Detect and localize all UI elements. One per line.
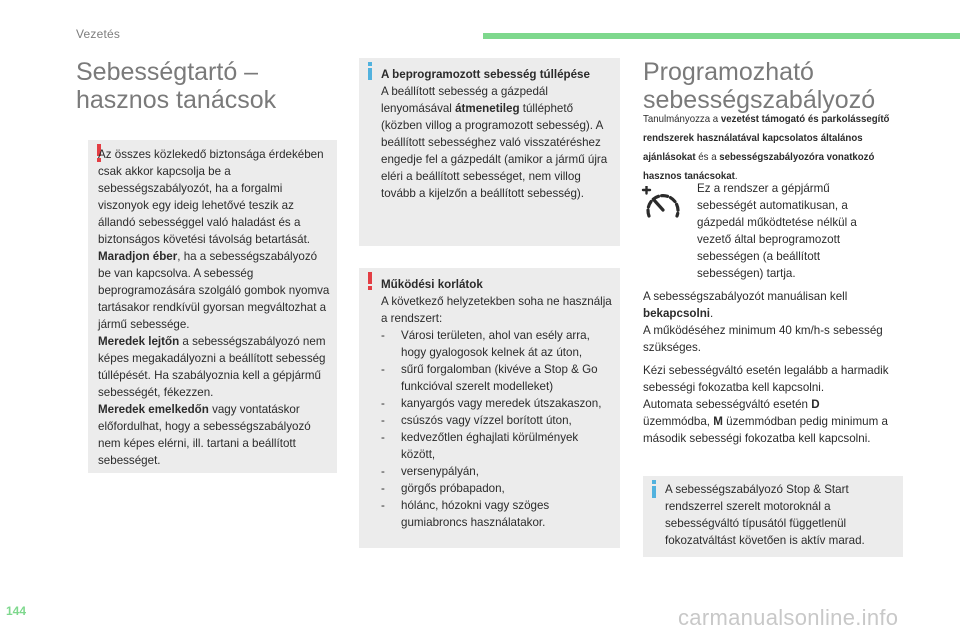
warning-box-tips [88, 140, 337, 473]
warning-box-heading: Működési korlátok [381, 278, 483, 291]
list-item: - versenypályán, [381, 465, 479, 478]
list-item: - kedvezőtlen éghajlati körülmények között, [381, 431, 579, 461]
list-item: - görgős próbapadon, [381, 482, 505, 495]
info-icon [367, 62, 373, 80]
limits-list [381, 327, 615, 531]
warning-box-limits [359, 268, 620, 548]
section-accent-bar [483, 33, 960, 39]
warning-box-tips-text: Az összes közlekedő biztonsága érdekében csak akkor kapcsolja be a sebességszabályozót, ha a forgalmi viszonyok egy ideig lehetővé teszik az állandó sebességgel való haladást és a biztonságos követési távolság betartását. Maradjon éber, ha a sebességszabályozó be van kapcsolva. A sebesség beprogramozására szolgáló gombok nyomva tartásakor rendkívül gyorsan megváltozhat a jármű sebessége. Meredek lejtőn a sebességszabályozó nem képes megakadályozni a beállított sebesség túllépését. Ha szabályoznia kell a gépjármű sebességét, fékezzen. Meredek emelkedőn vagy vontatáskor előfordulhat, hogy a sebességszabályozó nem képes elérni, ill. tartani a beállított sebességet. [98, 148, 330, 467]
list-item: - csúszós vagy vízzel borított úton, [381, 414, 572, 427]
watermark: carmanualsonline.info [678, 605, 899, 630]
info-box-stop-start-text: A sebességszabályozó Stop & Start rendszerrel szerelt motoroknál a sebességváltó típusától függetlenül fokozatváltást követően is aktív marad. [665, 483, 865, 547]
gear-paragraph: Kézi sebességváltó esetén legalább a harmadik sebességi fokozatba kell kapcsolni. Automata sebességváltó esetén D üzemmódba, M üzemmódban pedig minimum a második sebességi fokozatba kell kapcsolni. [643, 364, 889, 445]
left-title: Sebességtartó – hasznos tanácsok [76, 58, 277, 114]
section-label: Vezetés [76, 27, 121, 41]
page-number: 144 [6, 604, 27, 618]
right-title: Programozható sebességszabályozó [643, 58, 876, 114]
list-item: - kanyargós vagy meredek útszakaszon, [381, 397, 602, 410]
right-description: Ez a rendszer a gépjármű sebességét automatikusan, a gázpedál működtetése nélkül a vezető által beprogramozott sebességen (a beállított sebességen) tartja. [697, 182, 857, 280]
activation-paragraph: A sebességszabályozót manuálisan kell bekapcsolni. A működéséhez minimum 40 km/h-s sebesség szükséges. [643, 290, 883, 354]
list-item: - sűrű forgalomban (kivéve a Stop & Go funkcióval szerelt modelleket) [381, 363, 598, 393]
list-item: - hólánc, hózokni vagy szöges gumiabroncs használatakor. [381, 499, 550, 529]
right-intro: Tanulmányozza a vezetést támogató és parkolássegítő rendszerek használatával kapcsolatos általános ajánlásokat és a sebességszabályozóra vonatkozó hasznos tanácsokat. [643, 113, 890, 182]
list-item: - Városi területen, ahol van esély arra, hogy gyalogosok kelnek át az úton, [381, 329, 590, 359]
limits-intro: A következő helyzetekben soha ne használja a rendszert: [381, 295, 612, 325]
info-box-heading: A beprogramozott sebesség túllépése [381, 68, 590, 81]
info-box-stop-start [643, 476, 903, 557]
info-box-override: A beprogramozott sebesség túllépése A beállított sebesség a gázpedál lenyomásával átmenetileg túlléphető (közben villog a programozott sebesség). A beállított sebességhez való visszatéréshez engedje fel a gázpedált (amikor a jármű újra eléri a beállított sebességet, nem villog tovább a kijelzőn a beállított sebesség). [359, 58, 620, 246]
warning-icon [367, 272, 373, 290]
info-icon [651, 480, 657, 498]
speed-limiter-gauge-icon [641, 186, 685, 224]
